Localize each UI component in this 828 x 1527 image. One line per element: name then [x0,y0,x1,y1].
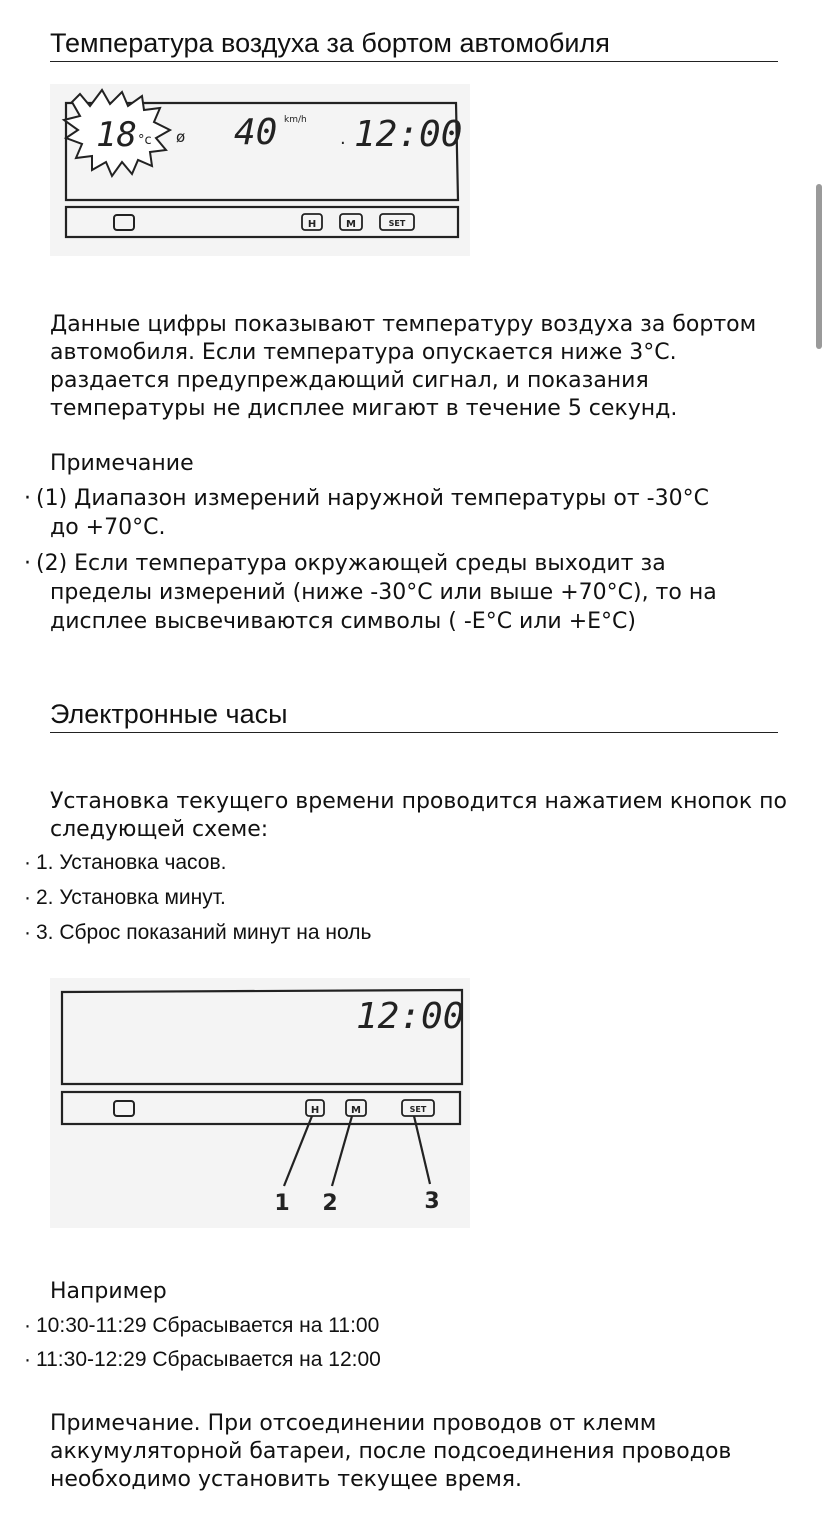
hour-button-label: H [307,219,317,230]
step-1: 1. Установка часов. [36,851,227,874]
note-2-line-3: дисплее высвечиваются символы ( -E°C или +E°C) [50,609,636,634]
step-3: 3. Сброс показаний минут на ноль [36,921,372,944]
note-1-line-2: до +70°C. [50,515,166,540]
speed-value: 40 [234,112,278,153]
bullet-dot-icon: · [24,1314,31,1337]
final-note: Примечание. При отсоединении проводов от клемм аккумуляторной батареи, после подсоединения проводов необходимо установить текущее время. [50,1411,732,1492]
clock-value: 12:00 [354,114,463,155]
list-item [24,484,804,542]
empty-set-icon: ø [176,128,186,146]
section-title-electronic-clock: Электронные часы [50,697,778,733]
bullet-dot-icon: · [24,1348,31,1371]
bullet-dot-icon: · [24,551,31,576]
clock-intro: Установка текущего времени проводится нажатием кнопок по следующей схеме: [50,789,787,842]
speed-unit: km/h [284,115,307,125]
svg-text:.: . [340,128,346,149]
bullet-dot-icon: · [24,921,31,944]
minute-button-label: M [346,219,356,230]
set-button-label: SET [409,1105,427,1114]
example-2: 11:30-12:29 Сбрасывается на 12:00 [36,1348,381,1371]
note-2-line-1: (2) Если температура окружающей среды выходит за [36,551,666,576]
set-button-label: SET [388,219,406,228]
example-1: 10:30-11:29 Сбрасывается на 11:00 [36,1314,380,1337]
list-item [24,1347,804,1373]
bullet-dot-icon: · [24,486,31,511]
temperature-value: 18 [96,115,137,155]
note-label: Примечание [50,451,194,476]
temperature-description: Данные цифры показывают температуру воздуха за бортом автомобиля. Если температура опускается ниже 3°C. раздается предупреждающий сигнал, и показания температуры не дисплее мигают в течение 5 секунд. [50,312,757,421]
section-title-outside-temperature: Температура воздуха за бортом автомобиля [50,26,778,62]
example-label: Например [50,1279,167,1304]
clock-setup-figure [50,978,470,1228]
bullet-dot-icon: · [24,851,31,874]
hour-button-label: H [310,1105,320,1116]
scrollbar[interactable] [816,184,822,349]
list-item [24,920,804,946]
list-item [24,885,804,911]
note-1-line-1: (1) Диапазон измерений наружной температуры от -30°C [36,486,709,511]
list-item [24,850,804,876]
list-item [24,1313,804,1339]
step-2: 2. Установка минут. [36,886,226,909]
callout-label-2: 2 [322,1191,338,1216]
dashboard-display-figure [50,84,470,256]
list-item [24,549,804,636]
callout-label-3: 3 [424,1189,440,1214]
note-2-line-2: пределы измерений (ниже -30°C или выше +70°C), то на [50,580,717,605]
bullet-dot-icon: · [24,886,31,909]
clock-value: 12:00 [356,996,465,1037]
callout-label-1: 1 [274,1191,290,1216]
minute-button-label: M [351,1105,361,1116]
temperature-unit: °c [138,133,152,148]
